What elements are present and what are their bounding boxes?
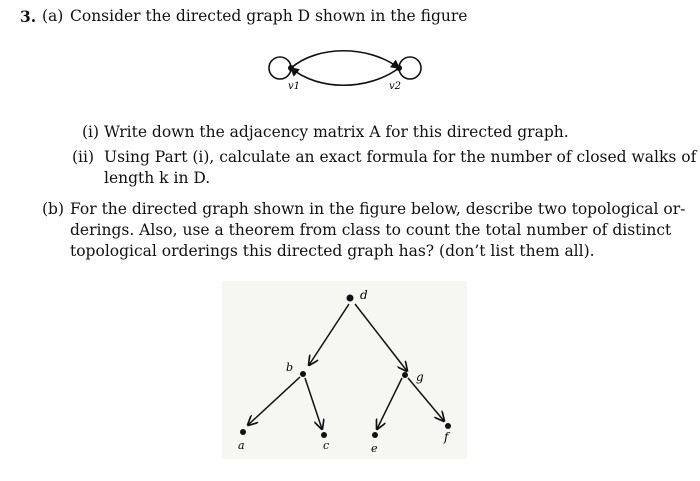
item-ii-text-line1: Using Part (i), calculate an exact formula for the number of closed walks of: [104, 148, 697, 166]
vertex-a: [240, 429, 246, 435]
vertex-label-d: d: [360, 288, 368, 302]
part-b-label: (b): [42, 200, 65, 218]
part-b-line3: topological orderings this directed graph has? (don’t list them all).: [70, 242, 595, 260]
vertex-f: [445, 423, 451, 429]
item-ii-label: (ii): [72, 148, 95, 166]
vertex-label-b: b: [286, 361, 294, 374]
part-a-label: (a): [42, 7, 64, 25]
self-loop-v1: [269, 57, 291, 79]
vertex-label-a: a: [238, 439, 245, 452]
vertex-label-v1: v1: [288, 81, 301, 92]
part-b-line1: For the directed graph shown in the figure below, describe two topological or-: [70, 200, 686, 218]
vertex-label-e: e: [371, 442, 378, 455]
vertex-label-c: c: [323, 439, 330, 452]
self-loop-v2: [399, 57, 421, 79]
problem-number: 3.: [20, 7, 37, 26]
part-b-line2: derings. Also, use a theorem from class to count the total number of distinct: [70, 221, 672, 239]
vertex-c: [321, 432, 327, 438]
edge-lower-arc: [291, 68, 399, 85]
digraph-D-figure: [258, 40, 433, 100]
vertex-b: [300, 371, 306, 377]
item-ii-text-line2: length k in D.: [104, 169, 211, 187]
digraph-tree-figure: [222, 281, 467, 459]
vertex-label-f: f: [444, 430, 449, 444]
vertex-g: [402, 372, 408, 378]
vertex-d: [347, 295, 354, 302]
edge-upper-arc: [291, 51, 399, 68]
vertex-e: [372, 432, 378, 438]
vertex-label-v2: v2: [389, 81, 402, 92]
figure-background: [222, 281, 467, 459]
vertex-v2: [396, 65, 402, 71]
item-i-label: (i): [82, 123, 100, 141]
vertex-v1: [288, 65, 294, 71]
item-i-text: Write down the adjacency matrix A for this directed graph.: [104, 123, 569, 141]
vertex-label-g: g: [416, 370, 424, 384]
part-a-intro: Consider the directed graph D shown in the figure: [70, 7, 468, 25]
